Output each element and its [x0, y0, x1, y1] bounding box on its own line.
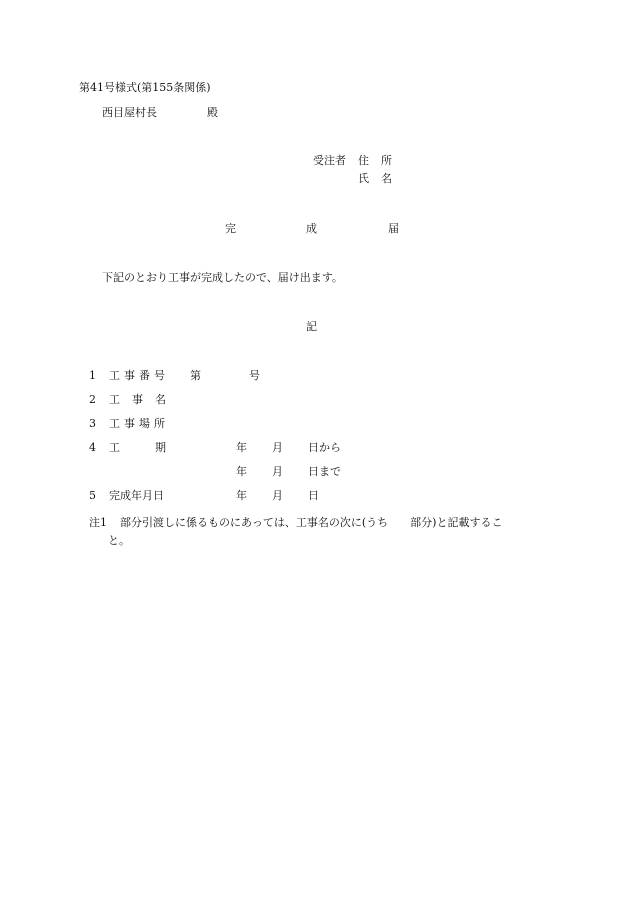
- item4-label-2: 期: [155, 441, 166, 454]
- item3-label-1: 工: [109, 417, 120, 430]
- item5-label: 完成年月日: [109, 489, 164, 502]
- item1-label-4: 号: [154, 369, 165, 382]
- item1-number: 1: [89, 369, 96, 382]
- item4-end-month: 月: [272, 465, 283, 478]
- item4-number: 4: [89, 441, 96, 454]
- name-label-2: 名: [381, 172, 392, 185]
- item1-label-1: 工: [109, 369, 120, 382]
- name-label-1: 氏: [358, 172, 369, 185]
- item4-start-day: 日から: [308, 441, 341, 454]
- item1-label-2: 事: [124, 369, 135, 382]
- title-char-3: 届: [388, 222, 399, 235]
- item4-end-year: 年: [236, 465, 247, 478]
- note-line-1: 部分引渡しに係るものにあっては、工事名の次に(うち 部分)と記載するこ: [120, 516, 503, 529]
- item4-label-1: 工: [109, 441, 120, 454]
- item2-label-3: 名: [155, 393, 166, 406]
- addressee-honorific: 殿: [207, 106, 218, 119]
- item1-label-3: 番: [139, 369, 150, 382]
- address-label-2: 所: [381, 154, 392, 167]
- addressee-name: 西目屋村長: [102, 106, 157, 119]
- item3-label-4: 所: [154, 417, 165, 430]
- title-char-1: 完: [225, 222, 236, 235]
- address-label-1: 住: [358, 154, 369, 167]
- note-label: 注1: [89, 516, 107, 529]
- ki-heading: 記: [306, 320, 317, 333]
- item2-number: 2: [89, 393, 96, 406]
- item5-day: 日: [308, 489, 319, 502]
- item2-label-2: 事: [132, 393, 143, 406]
- item2-label-1: 工: [109, 393, 120, 406]
- item3-label-2: 事: [124, 417, 135, 430]
- intro-text: 下記のとおり工事が完成したので、届け出ます。: [102, 271, 343, 284]
- item1-dai: 第: [190, 369, 201, 382]
- form-number: 第41号様式(第155条関係): [79, 81, 211, 94]
- item4-start-year: 年: [236, 441, 247, 454]
- item1-go: 号: [249, 369, 260, 382]
- item4-end-day: 日まで: [308, 465, 341, 478]
- item3-label-3: 場: [139, 417, 150, 430]
- item5-month: 月: [272, 489, 283, 502]
- contractor-role: 受注者: [313, 154, 346, 167]
- item4-start-month: 月: [272, 441, 283, 454]
- title-char-2: 成: [306, 222, 317, 235]
- item5-year: 年: [236, 489, 247, 502]
- note-line-2: と。: [108, 534, 130, 547]
- item5-number: 5: [89, 489, 96, 502]
- item3-number: 3: [89, 417, 96, 430]
